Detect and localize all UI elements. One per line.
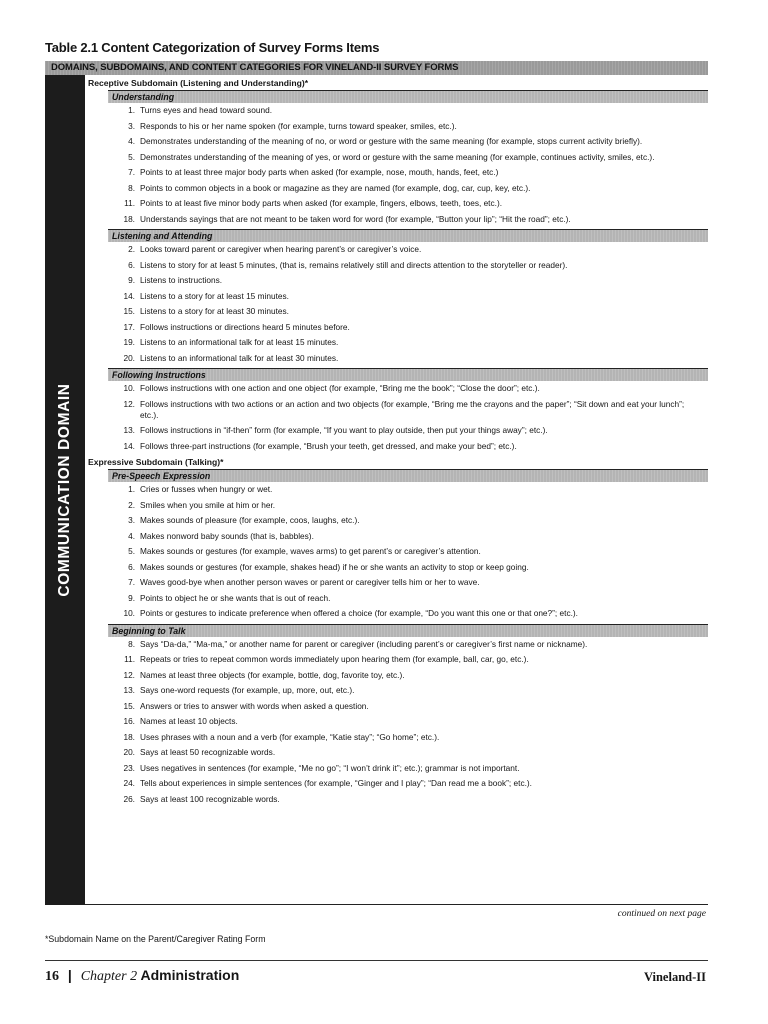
- item-text: Makes sounds or gestures (for example, shakes head) if he or she wants an activity to stop or keep going.: [140, 561, 529, 572]
- item-text: Points to object he or she wants that is out of reach.: [140, 592, 331, 603]
- item-number: 12.: [123, 669, 135, 680]
- item-number: 13.: [123, 685, 135, 695]
- list-item: [85, 747, 708, 758]
- item-text: Says at least 100 recognizable words.: [140, 793, 280, 804]
- item-number: 14.: [123, 290, 135, 301]
- item-number: 9.: [128, 592, 135, 603]
- item-number: 11.: [124, 198, 135, 208]
- item-number: 2.: [128, 499, 135, 510]
- item-number: 7.: [128, 577, 135, 587]
- list-item: [85, 654, 708, 665]
- item-number: 6.: [128, 561, 135, 572]
- list-item: [85, 198, 708, 209]
- item-number: 14.: [123, 440, 135, 451]
- item-number: 2.: [128, 244, 135, 254]
- list-item: [85, 291, 708, 302]
- item-text: Tells about experiences in simple sentences (for example, “Ginger and I play”; “Dan read me a book”; etc.).: [140, 778, 532, 788]
- item-text: Looks toward parent or caregiver when hearing parent’s or caregiver’s voice.: [140, 244, 422, 254]
- item-number: 16.: [123, 716, 135, 726]
- item-text: Demonstrates understanding of the meaning of no, or word or gesture with the same meaning (for example, stops current activity briefly).: [140, 136, 643, 146]
- item-number: 8.: [128, 638, 135, 649]
- item-list: [85, 639, 708, 805]
- category-header: Beginning to Talk: [108, 625, 708, 637]
- item-text: Repeats or tries to repeat common words immediately upon hearing them (for example, ball, car, go, etc.).: [140, 654, 529, 664]
- item-text: Says one-word requests (for example, up, more, out, etc.).: [140, 685, 355, 695]
- item-text: Listens to a story for at least 30 minutes.: [140, 306, 289, 316]
- footnote: *Subdomain Name on the Parent/Caregiver Rating Form: [45, 934, 266, 944]
- list-item: [85, 214, 708, 225]
- list-item: [85, 577, 708, 588]
- category-header: Following Instructions: [108, 369, 708, 381]
- list-item: [85, 593, 708, 604]
- list-item: [85, 306, 708, 317]
- item-number: 6.: [128, 259, 135, 270]
- list-item: [85, 183, 708, 194]
- list-item: [85, 425, 708, 436]
- item-text: Points to common objects in a book or magazine as they are named (for example, dog, car, cup, key, etc.).: [140, 182, 531, 193]
- item-text: Smiles when you smile at him or her.: [140, 499, 276, 510]
- item-number: 17.: [123, 321, 135, 332]
- list-item: [85, 322, 708, 333]
- item-number: 11.: [124, 654, 135, 664]
- list-item: [85, 260, 708, 271]
- footer-separator: |: [67, 967, 72, 983]
- item-text: Says at least 50 recognizable words.: [140, 747, 276, 757]
- item-text: Follows instructions with two actions or an action and two objects (for example, “Bring me the crayons and the paper”; “Sit down and eat your lunch”; etc.).: [140, 398, 685, 420]
- list-item: [85, 778, 708, 789]
- list-item: [85, 500, 708, 511]
- item-number: 20.: [123, 352, 135, 363]
- item-text: Listens to story for at least 5 minutes, (that is, remains relatively still and directs attention to the storyteller or reader).: [140, 259, 568, 270]
- item-number: 3.: [128, 120, 135, 131]
- subdomain-title: Expressive Subdomain (Talking)*: [88, 457, 224, 467]
- item-text: Follows instructions with one action and one object (for example, “Bring me the book”; “Close the door”; etc.).: [140, 383, 540, 393]
- category-header: Pre-Speech Expression: [108, 470, 708, 482]
- list-item: [85, 716, 708, 727]
- list-item: [85, 275, 708, 286]
- item-number: 15.: [123, 306, 135, 316]
- item-number: 5.: [128, 546, 135, 556]
- list-item: [85, 441, 708, 452]
- list-item: [85, 167, 708, 178]
- list-item: [85, 515, 708, 526]
- item-text: Uses negatives in sentences (for example, “Me no go”; “I won’t drink it”; etc.); grammar is not important.: [140, 762, 520, 773]
- item-text: Listens to a story for at least 15 minutes.: [140, 290, 289, 301]
- item-number: 24.: [123, 778, 135, 788]
- item-text: Names at least 10 objects.: [140, 716, 238, 726]
- list-item: [85, 152, 708, 163]
- section-label: Administration: [140, 967, 240, 983]
- item-list: [85, 244, 708, 364]
- book-title: Vineland-II: [643, 970, 706, 984]
- list-item: [85, 105, 708, 116]
- list-item: [85, 639, 708, 650]
- item-text: Listens to an informational talk for at least 15 minutes.: [140, 337, 339, 347]
- item-text: Points to at least five minor body parts when asked (for example, fingers, elbows, teeth, toes, etc.).: [140, 198, 503, 208]
- chapter-label: Chapter 2: [80, 969, 138, 984]
- item-text: Understands sayings that are not meant to be taken word for word (for example, “Button your lip”; “Hit the road”; etc.).: [140, 213, 571, 224]
- item-list: [85, 484, 708, 619]
- item-text: Listens to instructions.: [140, 275, 223, 285]
- item-number: 19.: [123, 337, 135, 347]
- list-item: [85, 244, 708, 255]
- item-number: 10.: [123, 608, 135, 618]
- table-content: [85, 77, 708, 809]
- item-number: 18.: [123, 731, 135, 742]
- item-number: 10.: [123, 383, 135, 393]
- item-number: 26.: [123, 793, 135, 804]
- list-item: [85, 531, 708, 542]
- list-item: [85, 701, 708, 712]
- item-text: Follows instructions or directions heard 5 minutes before.: [140, 321, 350, 332]
- item-text: Follows instructions in “if-then” form (for example, “If you want to play outside, then put your things away”; etc.).: [140, 425, 548, 435]
- item-text: Points or gestures to indicate preference when offered a choice (for example, “Do you want this one or that one?”; etc.).: [140, 608, 578, 618]
- list-item: [85, 337, 708, 348]
- list-item: [85, 353, 708, 364]
- item-number: 1.: [128, 105, 135, 115]
- item-text: Responds to his or her name spoken (for example, turns toward speaker, smiles, etc.).: [140, 120, 457, 131]
- list-item: [85, 136, 708, 147]
- item-text: Demonstrates understanding of the meaning of yes, or word or gesture with the same meaning (for example, continues activity, smiles, etc.).: [140, 151, 655, 162]
- item-number: 15.: [123, 700, 135, 711]
- table-bottom-rule: [85, 904, 708, 905]
- item-text: Makes nonword baby sounds (that is, babbles).: [140, 530, 314, 541]
- item-number: 23.: [123, 762, 135, 773]
- item-text: Makes sounds of pleasure (for example, coos, laughs, etc.).: [140, 515, 360, 525]
- item-list: [85, 105, 708, 225]
- item-text: Makes sounds or gestures (for example, waves arms) to get parent’s or caregiver’s attention.: [140, 546, 481, 556]
- continued-note: continued on next page: [617, 909, 706, 919]
- category-header: Listening and Attending: [108, 230, 708, 242]
- list-item: [85, 484, 708, 495]
- item-number: 1.: [128, 484, 135, 494]
- list-item: [85, 685, 708, 696]
- item-text: Listens to an informational talk for at least 30 minutes.: [140, 352, 339, 363]
- list-item: [85, 399, 708, 421]
- item-text: Answers or tries to answer with words when asked a question.: [140, 700, 369, 711]
- list-item: [85, 763, 708, 774]
- item-text: Cries or fusses when hungry or wet.: [140, 484, 273, 494]
- domains-header-bar: DOMAINS, SUBDOMAINS, AND CONTENT CATEGORIES FOR VINELAND-II SURVEY FORMS: [45, 61, 708, 75]
- item-number: 9.: [128, 275, 135, 285]
- list-item: [85, 546, 708, 557]
- category-header: Understanding: [108, 91, 708, 103]
- list-item: [85, 121, 708, 132]
- item-number: 7.: [128, 167, 135, 177]
- item-list: [85, 383, 708, 452]
- footer-rule: [45, 960, 708, 961]
- table-title: Table 2.1 Content Categorization of Survey Forms Items: [45, 40, 380, 55]
- item-number: 5.: [128, 151, 135, 162]
- item-number: 18.: [123, 213, 135, 224]
- item-number: 20.: [123, 747, 135, 757]
- item-text: Turns eyes and head toward sound.: [140, 105, 273, 115]
- domain-label: COMMUNICATION DOMAIN: [56, 383, 73, 597]
- page-number: 16: [45, 969, 59, 984]
- item-number: 3.: [128, 515, 135, 525]
- item-text: Follows three-part instructions (for example, “Brush your teeth, get dressed, and make your bed”; etc.).: [140, 440, 517, 451]
- page-footer-left: [45, 967, 239, 985]
- list-item: [85, 562, 708, 573]
- subdomain-title: Receptive Subdomain (Listening and Understanding)*: [88, 78, 309, 88]
- item-number: 12.: [123, 398, 135, 409]
- item-number: 13.: [123, 425, 135, 435]
- item-text: Waves good-bye when another person waves or parent or caregiver tells him or her to wave.: [140, 577, 480, 587]
- list-item: [85, 732, 708, 743]
- list-item: [85, 670, 708, 681]
- item-text: Says “Da-da,” “Ma-ma,” or another name for parent or caregiver (including parent’s or caregiver’s first name or nickname).: [140, 638, 588, 649]
- item-number: 4.: [128, 530, 135, 541]
- item-text: Uses phrases with a noun and a verb (for example, “Katie stay”; “Go home”; etc.).: [140, 731, 440, 742]
- item-text: Names at least three objects (for example, bottle, dog, favorite toy, etc.).: [140, 669, 405, 680]
- item-number: 4.: [128, 136, 135, 146]
- list-item: [85, 383, 708, 394]
- list-item: [85, 608, 708, 619]
- item-number: 8.: [128, 182, 135, 193]
- list-item: [85, 794, 708, 805]
- item-text: Points to at least three major body parts when asked (for example, nose, mouth, hands, feet, etc.): [140, 167, 499, 177]
